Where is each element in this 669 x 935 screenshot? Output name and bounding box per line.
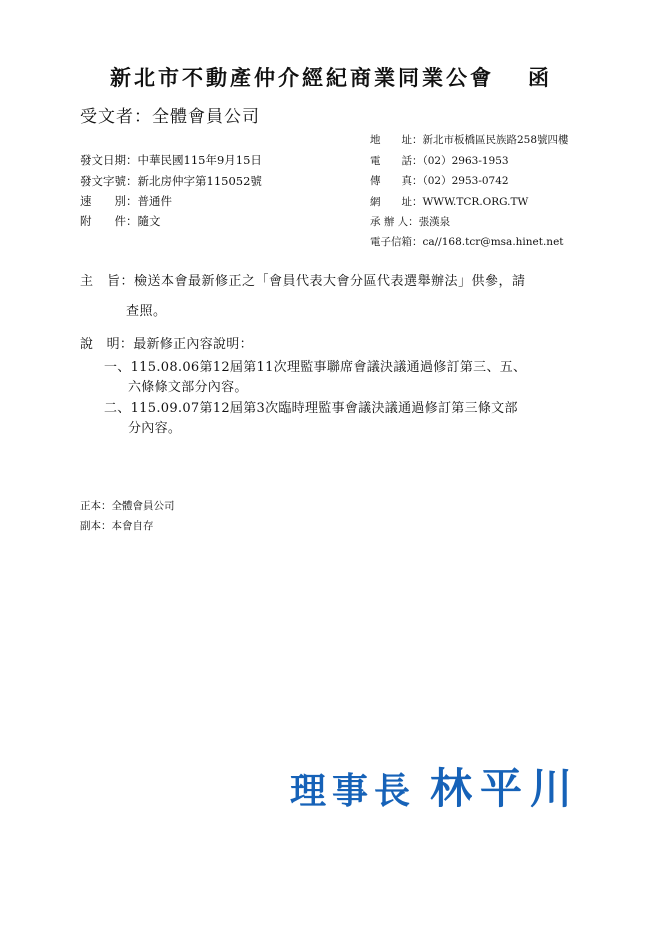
explanation-heading xyxy=(80,333,253,352)
explanation-item-1-text-2: 六條條文部分內容。 xyxy=(128,380,248,395)
signature-name: 林平川 xyxy=(430,764,581,813)
explanation-item-1-line-2 xyxy=(128,376,248,395)
meta-speed-value: 普通件 xyxy=(137,194,172,208)
organization-name: 新北市不動產仲介經紀商業同業公會 xyxy=(110,66,494,90)
contact-address xyxy=(370,132,569,147)
contact-phone xyxy=(370,153,509,168)
contact-fax-label: 傳 真： xyxy=(370,175,423,187)
meta-issue-number-label: 發文字號： xyxy=(80,174,138,188)
contact-email-value: ca//168.tcr@msa.hinet.net xyxy=(422,236,564,248)
meta-speed xyxy=(80,193,172,209)
meta-issue-number-value: 新北房仲字第115052號 xyxy=(137,174,262,188)
subject-line-2 xyxy=(126,300,167,319)
meta-issue-date-label: 發文日期： xyxy=(80,153,138,167)
meta-issue-number xyxy=(80,173,262,189)
meta-attachment xyxy=(80,213,161,229)
explanation-item-1-line-1 xyxy=(104,356,526,375)
contact-handler-label: 承 辦 人： xyxy=(370,216,419,228)
chairman-signature xyxy=(290,756,580,816)
recipient-value: 全體會員公司 xyxy=(152,107,260,127)
explanation-label: 說 明： xyxy=(80,337,134,352)
contact-website xyxy=(370,194,528,209)
signature-title: 理事長 xyxy=(290,771,417,812)
contact-address-value: 新北市板橋區民族路258號四樓 xyxy=(422,134,569,146)
explanation-item-2-line-1 xyxy=(104,397,518,416)
meta-attachment-value: 隨文 xyxy=(137,214,161,228)
meta-issue-date xyxy=(80,152,262,168)
recipient-label: 受文者： xyxy=(80,107,152,127)
contact-fax-value: （02）2953-0742 xyxy=(422,175,509,187)
document-title xyxy=(110,62,552,92)
contact-email xyxy=(370,234,564,249)
contact-email-label: 電子信箱： xyxy=(370,236,423,248)
subject-label: 主 旨： xyxy=(80,274,135,289)
meta-speed-label: 速 別： xyxy=(80,194,138,208)
explanation-intro: 最新修正內容說明： xyxy=(133,337,253,352)
contact-phone-value: （02）2963-1953 xyxy=(422,155,509,167)
contact-phone-label: 電 話： xyxy=(370,155,423,167)
contact-fax xyxy=(370,173,509,188)
contact-website-label: 網 址： xyxy=(370,196,423,208)
explanation-item-2-line-2 xyxy=(128,417,181,436)
distribution-original: 正本：全體會員公司 xyxy=(80,500,175,512)
meta-issue-date-value: 中華民國115年9月15日 xyxy=(137,153,262,167)
subject-line-1 xyxy=(80,270,526,289)
recipient-line xyxy=(80,102,260,127)
explanation-item-1-text-1: 一、115.08.06第12屆第11次理監事聯席會議決議通過修訂第三、五、 xyxy=(104,360,527,375)
meta-attachment-label: 附 件： xyxy=(80,214,138,228)
contact-handler-value: 張漢泉 xyxy=(418,216,451,228)
explanation-item-2-text-2: 分內容。 xyxy=(128,421,182,436)
explanation-item-2-text-1: 二、115.09.07第12屆第3次臨時理監事會議決議通過修訂第三條文部 xyxy=(104,401,518,416)
subject-text-2: 查照。 xyxy=(126,304,167,319)
subject-text-1: 檢送本會最新修正之「會員代表大會分區代表選舉辦法」供參，請 xyxy=(134,274,526,289)
distribution-copy: 副本：本會自存 xyxy=(80,520,154,532)
contact-handler xyxy=(370,214,450,229)
contact-website-value: WWW.TCR.ORG.TW xyxy=(422,196,529,208)
contact-address-label: 地 址： xyxy=(370,134,423,146)
document-kind: 函 xyxy=(528,66,552,90)
